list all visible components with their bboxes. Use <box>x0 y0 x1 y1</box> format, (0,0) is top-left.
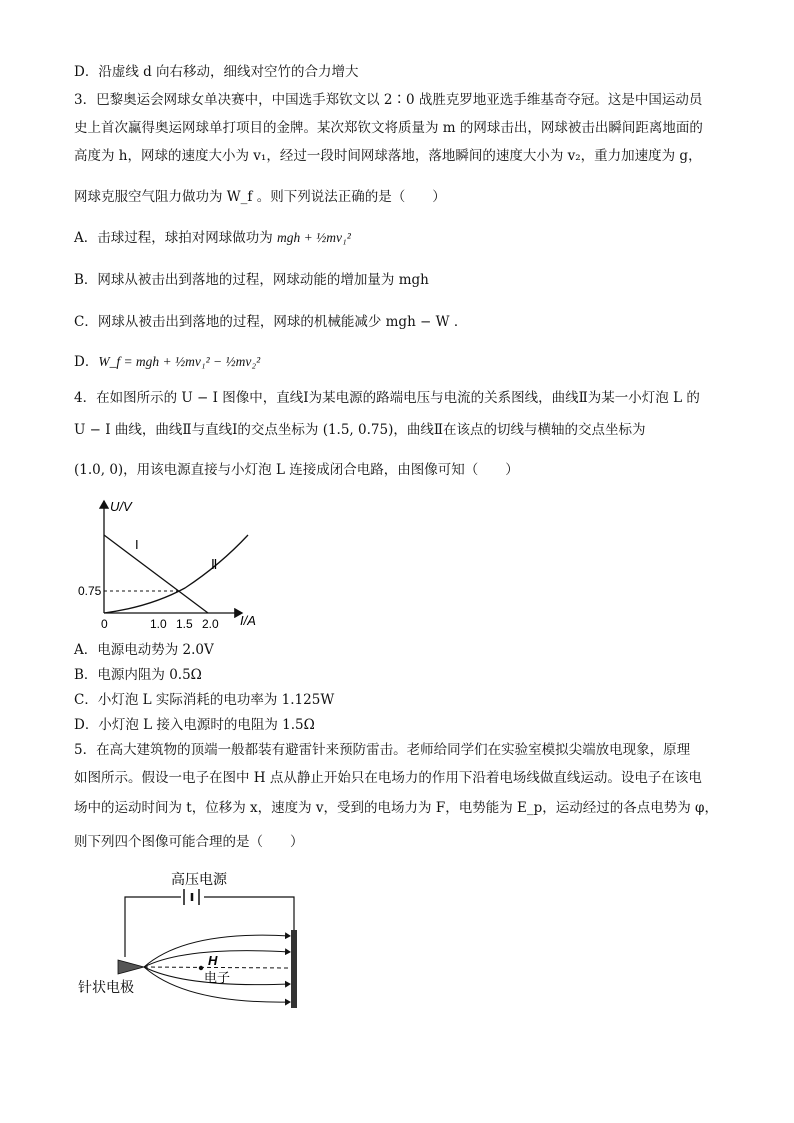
circuit-wire-right <box>204 897 294 930</box>
circuit-wire <box>125 897 181 957</box>
q3-stem-line-3: 高度为 h，网球的速度大小为 v₁，经过一段时间网球落地，落地瞬间的速度大小为 v₂，重力加速度为 g， <box>74 148 702 164</box>
q3-stem-line-1: 3．巴黎奥运会网球女单决赛中，中国选手郑钦文以 2∶0 战胜克罗地亚选手维基奇夺冠。这是中国运动员 <box>74 92 703 108</box>
q3-option-c: C．网球从被击出到落地的过程，网球的机械能减少 mgh − W ． <box>74 314 468 330</box>
x-tick-label-3: 2.0 <box>202 617 219 631</box>
q3-option-b: B．网球从被击出到落地的过程，网球动能的增加量为 mgh <box>74 272 429 288</box>
q5-discharge-figure <box>76 862 316 1012</box>
origin-label: 0 <box>101 617 108 631</box>
x-axis-label: I/A <box>240 613 256 628</box>
y-tick-label: 0.75 <box>78 584 102 598</box>
q3-option-a-text: A．击球过程，球拍对网球做功为 <box>74 230 278 246</box>
q4-option-b: B．电源内阻为 0.5Ω <box>74 667 202 683</box>
curve-ii-label: Ⅱ <box>211 557 218 572</box>
q5-stem-line-2: 如图所示。假设一电子在图中 H 点从静止开始只在电场力的作用下沿着电场线做直线运动。设电子在该电 <box>74 770 702 786</box>
x-tick-label-2: 1.5 <box>176 617 193 631</box>
point-h <box>199 966 203 970</box>
needle-electrode <box>118 960 144 974</box>
q4-stem-line-3: (1.0, 0)，用该电源直接与小灯泡 L 连接成闭合电路，由图像可知（ ） <box>74 462 519 478</box>
q2-option-d: D．沿虚线 d 向右移动，细线对空竹的合力增大 <box>74 64 359 80</box>
q4-stem-line-2: U − I 曲线，曲线Ⅱ与直线Ⅰ的交点坐标为 (1.5, 0.75)，曲线Ⅱ在该点的切线与横轴的交点坐标为 <box>74 422 646 438</box>
q5-stem-line-4: 则下列四个图像可能合理的是（ ） <box>74 834 304 850</box>
x-tick-label-1: 1.0 <box>150 617 167 631</box>
q3-option-d <box>74 352 260 372</box>
q3-stem-line-2: 史上首次赢得奥运网球单打项目的金牌。某次郑钦文将质量为 m 的网球击出，网球被击出瞬间距离地面的 <box>74 120 703 136</box>
curve-ii <box>104 535 248 613</box>
q4-option-d: D．小灯泡 L 接入电源时的电阻为 1.5Ω <box>74 717 315 733</box>
q4-stem-line-1: 4．在如图所示的 U − I 图像中，直线Ⅰ为某电源的路端电压与电流的关系图线，曲线Ⅱ为某一小灯泡 L 的 <box>74 390 700 406</box>
point-h-label: H <box>208 953 218 968</box>
q3-option-a <box>74 228 351 248</box>
q3-option-d-expr: W_f = mgh + ½mv₁² − ½mv₂² <box>98 354 261 369</box>
q5-stem-line-3: 场中的运动时间为 t，位移为 x，速度为 v，受到的电场力为 F，电势能为 E_p，运动经过的各点电势为 φ， <box>74 800 718 816</box>
line-i-label: I <box>135 537 139 552</box>
q3-option-a-expr: mgh + ½mv₁² <box>277 230 351 245</box>
y-axis-label: U/V <box>110 499 132 514</box>
power-label: 高压电源 <box>171 871 227 887</box>
electron-label: 电子 <box>204 970 231 985</box>
q3-option-d-label: D． <box>74 354 99 370</box>
q5-stem-line-1: 5．在高大建筑物的顶端一般都装有避雷针来预防雷击。老师给同学们在实验室模拟尖端放电现象，原理 <box>74 742 691 758</box>
q4-option-c: C．小灯泡 L 实际消耗的电功率为 1.125W <box>74 692 335 708</box>
electrode-label: 针状电极 <box>78 979 134 995</box>
q4-option-a: A．电源电动势为 2.0V <box>74 642 214 658</box>
metal-plate <box>291 930 297 1008</box>
q4-u-i-graph <box>78 495 280 635</box>
q3-stem-line-4: 网球克服空气阻力做功为 W_f 。则下列说法正确的是（ ） <box>74 189 446 205</box>
